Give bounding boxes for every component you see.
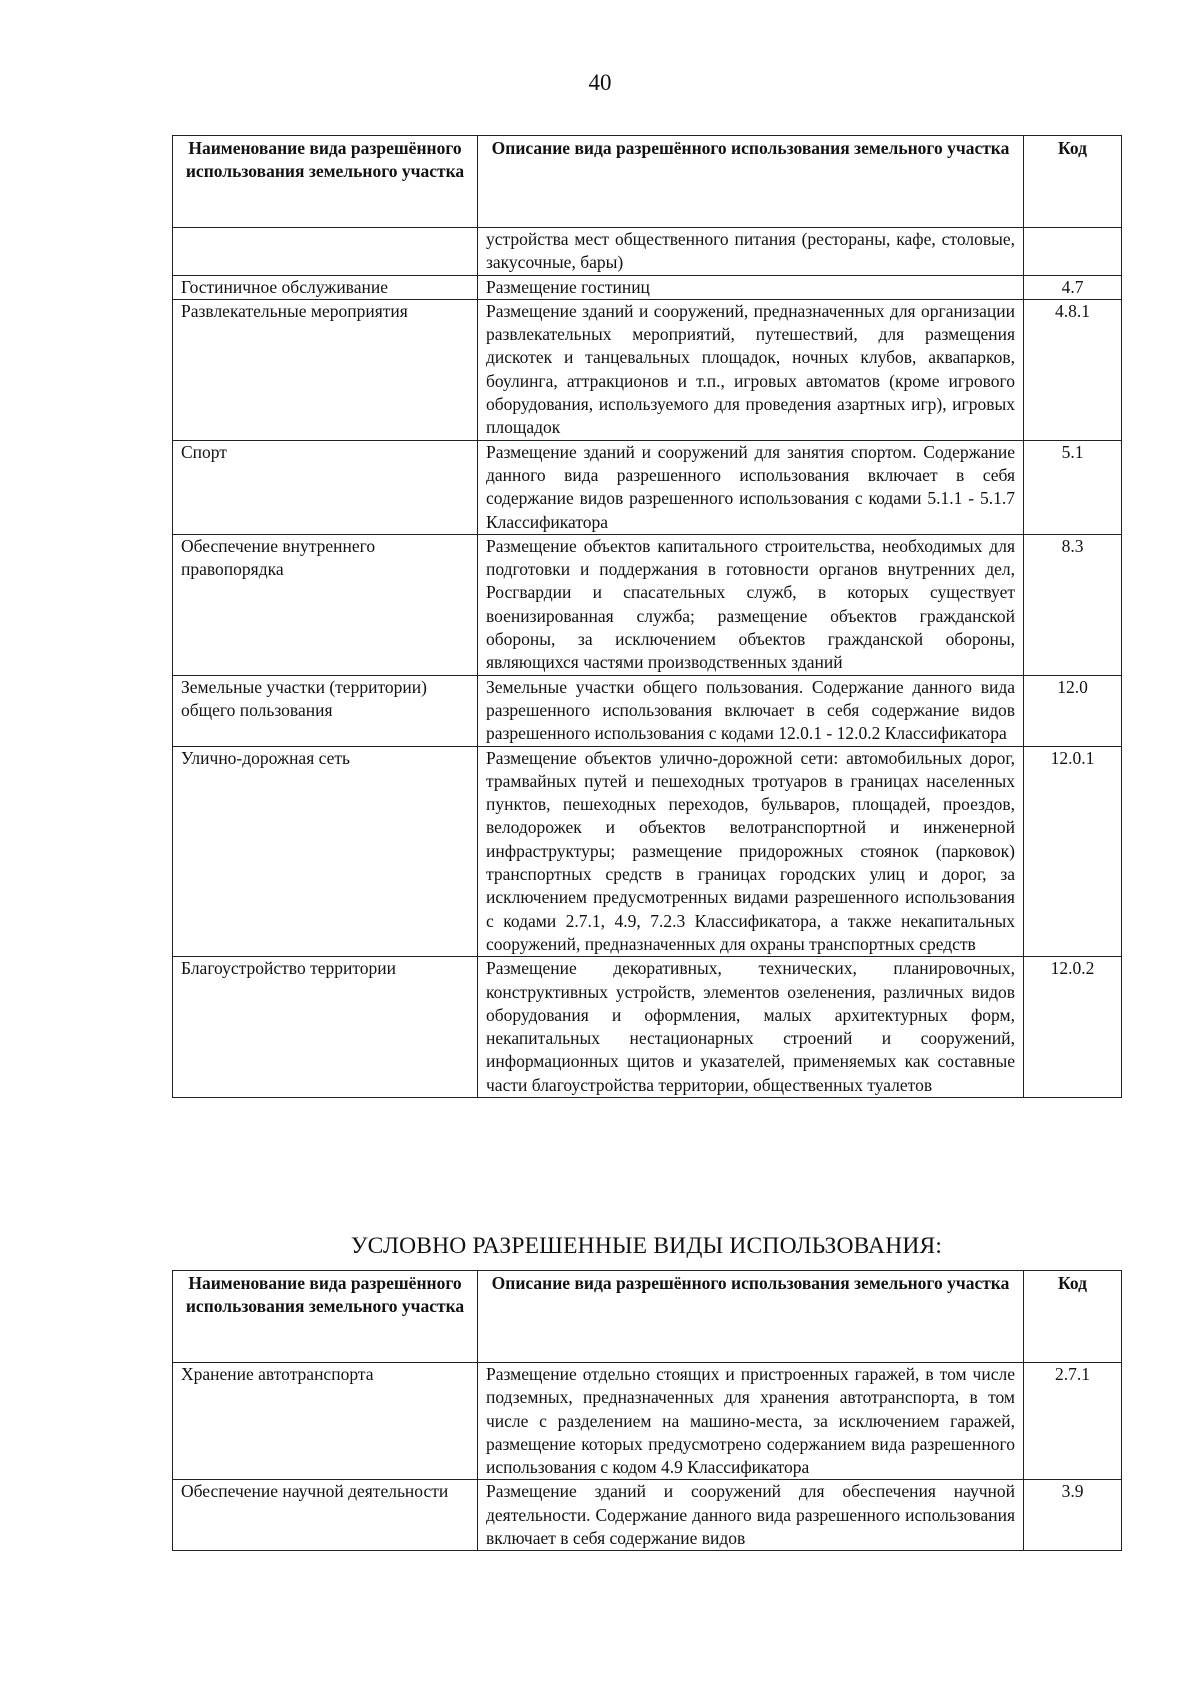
table-row xyxy=(173,299,1122,440)
use-description: Размещение зданий и сооружений для занятия спортом. Содержание данного вида разрешенного использования включает в себя содержание видов разрешенного использования с кодами 5.1.1 - 5.1.7 Классификатора xyxy=(478,440,1024,534)
use-name: Гостиничное обслуживание xyxy=(173,275,478,299)
header-name: Наименование вида разрешённого использования земельного участка xyxy=(173,136,478,228)
use-name xyxy=(173,228,478,276)
header-description: Описание вида разрешённого использования земельного участка xyxy=(478,1271,1024,1363)
table-header-row xyxy=(173,136,1122,228)
use-description: Размещение декоративных, технических, планировочных, конструктивных устройств, элементов озеленения, различных видов оборудования и оформления, малых архитектурных форм, некапитальных нестационарных строений и сооружений, информационных щитов и указателей, применяемых как составные части благоустройства территории, общественных туалетов xyxy=(478,957,1024,1098)
use-code: 5.1 xyxy=(1024,440,1122,534)
use-description: Размещение объектов улично-дорожной сети: автомобильных дорог, трамвайных путей и пешеходных тротуаров в границах населенных пунктов, пешеходных переходов, бульваров, площадей, проездов, велодорожек и объектов велотранспортной и инженерной инфраструктуры; размещение придорожных стоянок (парковок) транспортных средств в границах городских улиц и дорог, за исключением предусмотренных видами разрешенного использования с кодами 2.7.1, 4.9, 7.2.3 Классификатора, а также некапитальных сооружений, предназначенных для охраны транспортных средств xyxy=(478,746,1024,957)
use-name: Обеспечение внутреннего правопорядка xyxy=(173,534,478,675)
header-name: Наименование вида разрешённого использования земельного участка xyxy=(173,1271,478,1363)
use-code: 12.0 xyxy=(1024,675,1122,746)
header-code: Код xyxy=(1024,136,1122,228)
table-row xyxy=(173,957,1122,1098)
table-row xyxy=(173,746,1122,957)
table-row xyxy=(173,228,1122,276)
use-code: 3.9 xyxy=(1024,1480,1122,1551)
table-row xyxy=(173,534,1122,675)
use-name: Обеспечение научной деятельности xyxy=(173,1480,478,1551)
use-description: Размещение отдельно стоящих и пристроенных гаражей, в том числе подземных, предназначенных для хранения автотранспорта, в том числе с разделением на машино-места, за исключением гаражей, размещение которых предусмотрено содержанием вида разрешенного использования с кодом 4.9 Классификатора xyxy=(478,1363,1024,1480)
permitted-uses-table xyxy=(172,135,1122,1098)
use-code: 12.0.2 xyxy=(1024,957,1122,1098)
header-code: Код xyxy=(1024,1271,1122,1363)
use-description: Размещение объектов капитального строительства, необходимых для подготовки и поддержания в готовности органов внутренних дел, Росгвардии и спасательных служб, в которых существует военизированная служба; размещение объектов гражданской обороны, за исключением объектов гражданской обороны, являющихся частями производственных зданий xyxy=(478,534,1024,675)
use-code: 4.7 xyxy=(1024,275,1122,299)
table-row xyxy=(173,440,1122,534)
table-row xyxy=(173,675,1122,746)
use-description: Размещение зданий и сооружений, предназначенных для организации развлекательных мероприятий, путешествий, для размещения дискотек и танцевальных площадок, ночных клубов, аквапарков, боулинга, аттракционов и т.п., игровых автоматов (кроме игрового оборудования, используемого для проведения азартных игр), игровых площадок xyxy=(478,299,1024,440)
conditional-uses-table xyxy=(172,1270,1122,1551)
use-description: Земельные участки общего пользования. Содержание данного вида разрешенного использования включает в себя содержание видов разрешенного использования с кодами 12.0.1 - 12.0.2 Классификатора xyxy=(478,675,1024,746)
use-name: Улично-дорожная сеть xyxy=(173,746,478,957)
table-header-row xyxy=(173,1271,1122,1363)
use-name: Спорт xyxy=(173,440,478,534)
table-row xyxy=(173,1363,1122,1480)
use-code xyxy=(1024,228,1122,276)
use-name: Хранение автотранспорта xyxy=(173,1363,478,1480)
table-row xyxy=(173,275,1122,299)
section-heading: УСЛОВНО РАЗРЕШЕННЫЕ ВИДЫ ИСПОЛЬЗОВАНИЯ: xyxy=(350,1233,943,1259)
use-code: 2.7.1 xyxy=(1024,1363,1122,1480)
use-code: 12.0.1 xyxy=(1024,746,1122,957)
use-name: Развлекательные мероприятия xyxy=(173,299,478,440)
use-code: 8.3 xyxy=(1024,534,1122,675)
page-number: 40 xyxy=(588,70,612,95)
header-description: Описание вида разрешённого использования земельного участка xyxy=(478,136,1024,228)
use-description: Размещение зданий и сооружений для обеспечения научной деятельности. Содержание данного вида разрешенного использования включает в себя содержание видов xyxy=(478,1480,1024,1551)
use-name: Благоустройство территории xyxy=(173,957,478,1098)
use-name: Земельные участки (территории) общего пользования xyxy=(173,675,478,746)
table-row xyxy=(173,1480,1122,1551)
use-description: Размещение гостиниц xyxy=(478,275,1024,299)
use-description: устройства мест общественного питания (рестораны, кафе, столовые, закусочные, бары) xyxy=(478,228,1024,276)
use-code: 4.8.1 xyxy=(1024,299,1122,440)
